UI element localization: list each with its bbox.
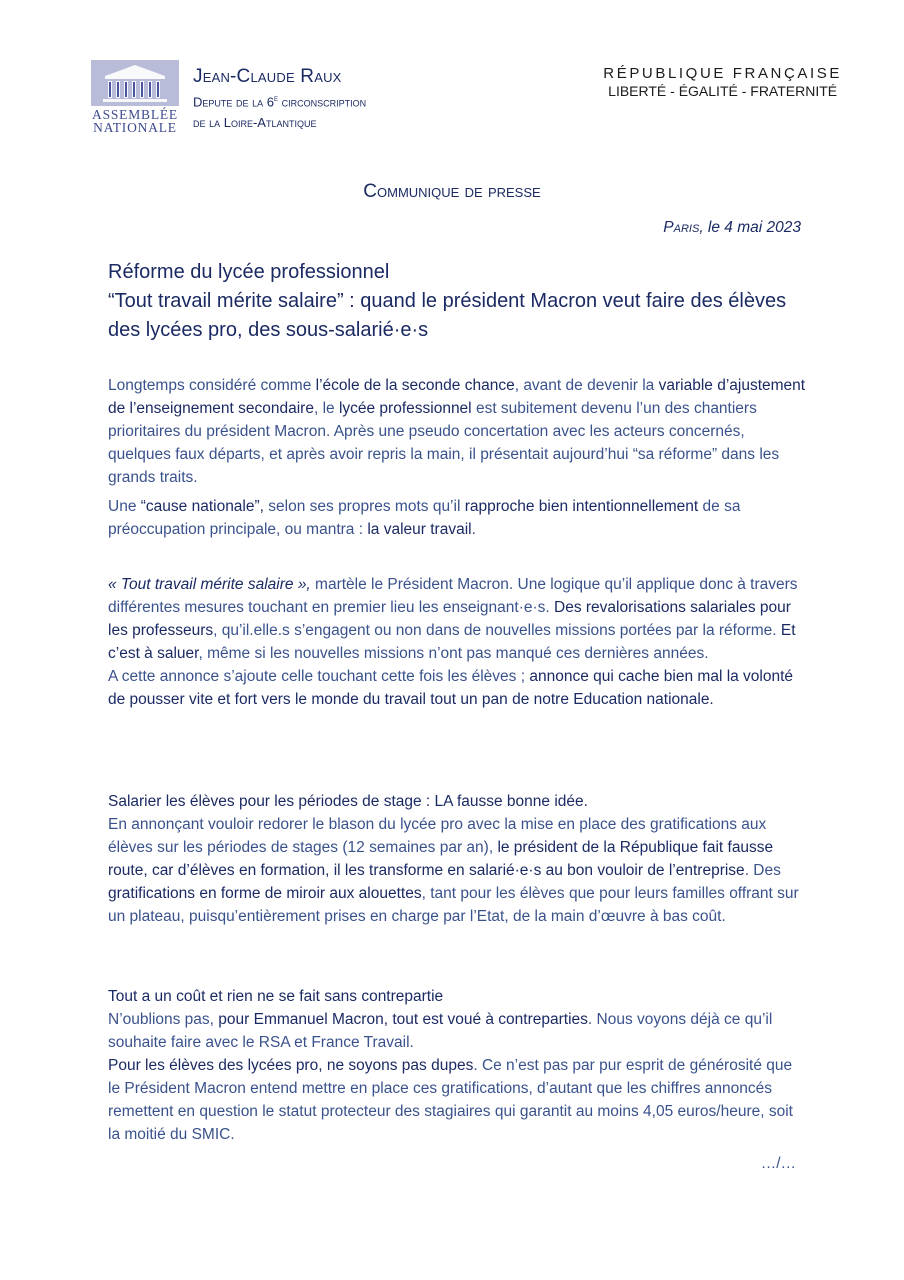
section-heading-counterpart: Tout a un coût et rien ne se fait sans contrepartie	[108, 988, 444, 1005]
paragraph-4: A cette annonce s’ajoute celle touchant cette fois les élèves ; annonce qui cache bien mal la volonté de pousser vite et fort vers le monde du travail tout un pan de notre Education nationale.	[108, 668, 794, 708]
republic-block	[603, 65, 842, 99]
stage-section	[108, 790, 808, 928]
continued-marker: …/…	[760, 1155, 796, 1172]
paragraph-7: Pour les élèves des lycées pro, ne soyons pas dupes. Ce n’est pas par pur esprit de générosité que le Président Macron entend mettre en place ces gratifications, d’autant que les chiffres annoncés remettent en question le statut protecteur des stagiaires qui garantit au moins 4,05 euros/heure, soit la moitié du SMIC.	[108, 1057, 793, 1143]
republic-motto: LIBERTÉ - ÉGALITÉ - FRATERNITÉ	[608, 83, 838, 99]
press-release-label: Communique de presse	[363, 181, 541, 202]
deputy-region: de la Loire-Atlantique	[193, 115, 317, 131]
paragraph-5: En annonçant vouloir redorer le blason du lycée pro avec la mise en place des gratifications aux élèves sur les périodes de stages (12 semaines par an), le président de la République fait fausse route, car d’élèves en formation, il les transforme en salarié·e·s au bon vouloir de l’entreprise. Des gratifications en forme de miroir aux alouettes, tant pour les élèves que pour leurs familles offrant sur un plateau, puisqu’entièrement prises en charge par l’Etat, de la main d’œuvre à bas coût.	[108, 816, 799, 925]
deputy-role: Depute de la 6e circonscription	[193, 94, 367, 110]
assemblee-nationale-logo	[89, 60, 181, 138]
section-heading-stage: Salarier les élèves pour les périodes de stage : LA fausse bonne idée.	[108, 793, 588, 810]
logo-text: ASSEMBLÉE NATIONALE	[92, 107, 178, 135]
paragraph-6: N’oublions pas, pour Emmanuel Macron, tout est voué à contreparties. Nous voyons déjà ce qu’il souhaite faire avec le RSA et France Travail.	[108, 1011, 773, 1051]
measures-section	[108, 573, 808, 711]
page-title: Réforme du lycée professionnel “Tout travail mérite salaire” : quand le président Macron veut faire des élèves des lycées pro, des sous-salarié·e·s	[108, 261, 787, 341]
deputy-name: Jean-Claude Raux	[193, 66, 342, 87]
hemicycle-icon	[91, 60, 179, 106]
republic-name: RÉPUBLIQUE FRANÇAISE	[603, 65, 842, 82]
deputy-block	[193, 66, 366, 130]
paragraph-1: Longtemps considéré comme l’école de la seconde chance, avant de devenir la variable d’ajustement de l’enseignement secondaire, le lycée professionnel est subitement devenu l’un des chantiers prioritaires du président Macron. Après une pseudo concertation avec les acteurs concernés, quelques faux départs, et après avoir repris la main, il présentait aujourd’hui “sa réforme” dans les grands traits.	[108, 377, 806, 486]
paragraph-2: Une “cause nationale”, selon ses propres mots qu’il rapproche bien intentionnellement de sa préoccupation principale, ou mantra : la valeur travail.	[108, 498, 741, 538]
intro-section	[108, 374, 808, 541]
date-line: Paris, le 4 mai 2023	[663, 219, 801, 236]
paragraph-3: « Tout travail mérite salaire », martèle le Président Macron. Une logique qu’il applique donc à travers différentes mesures touchant en premier lieu les enseignant·e·s. Des revalorisations salariales pour les professeurs, qu’il.elle.s s’engagent ou non dans de nouvelles missions portées par la réforme. Et c’est à saluer, même si les nouvelles missions n’ont pas manqué ces dernières années.	[108, 576, 798, 662]
counterpart-section	[108, 985, 808, 1146]
